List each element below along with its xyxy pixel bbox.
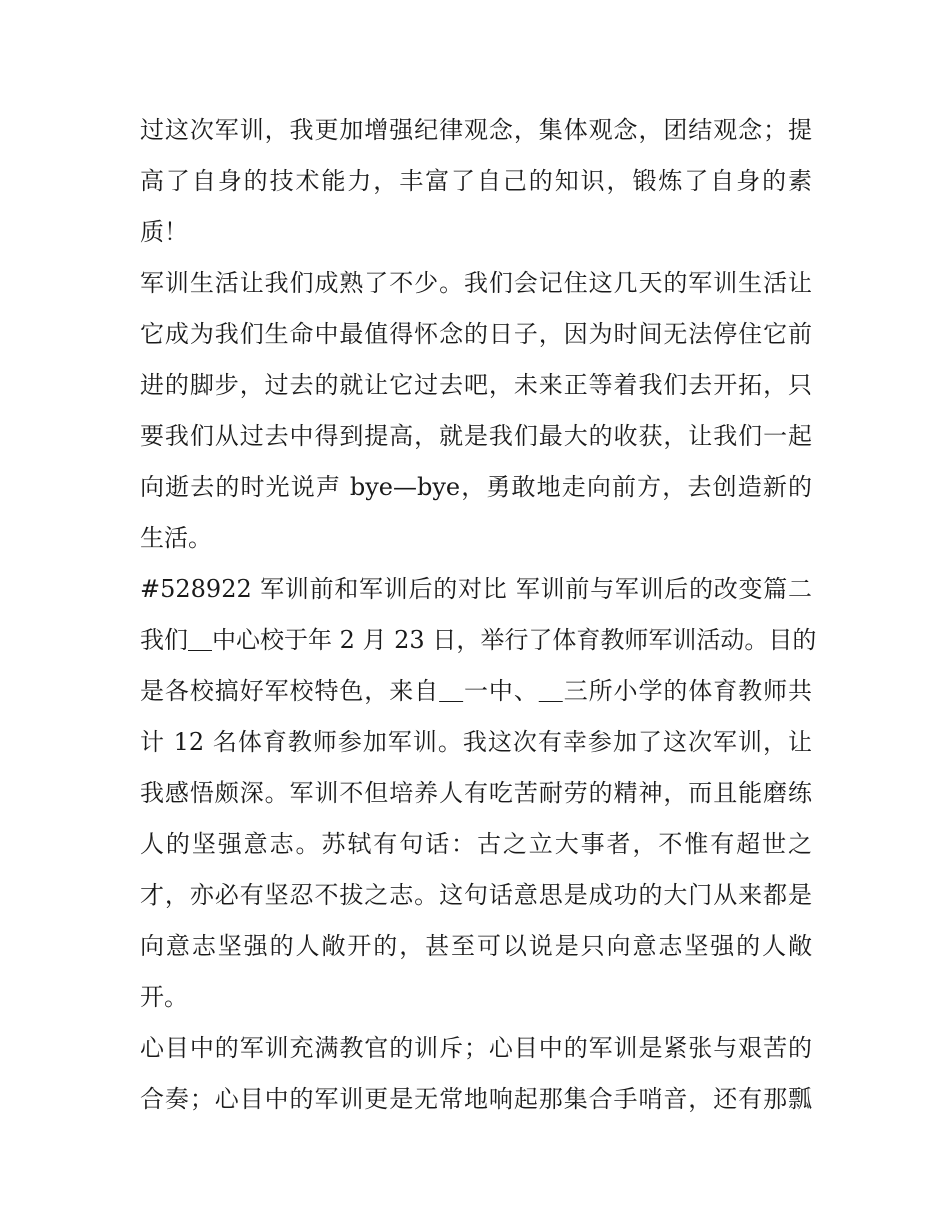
text-line: 它成为我们生命中最值得怀念的日子，因为时间无法停住它前 xyxy=(140,320,812,348)
document-body xyxy=(140,105,817,1125)
text-line: 生活。 xyxy=(140,524,212,552)
text-line: 过这次军训，我更加增强纪律观念，集体观念，团结观念；提 xyxy=(140,116,812,144)
text-line: 心目中的军训充满教官的训斥；心目中的军训是紧张与艰苦的 xyxy=(140,1034,812,1062)
text-line: 开。 xyxy=(140,983,188,1011)
text-line: 向逝去的时光说声 bye—bye，勇敢地走向前方，去创造新的 xyxy=(140,473,812,501)
text-line: 计 12 名体育教师参加军训。我这次有幸参加了这次军训，让 xyxy=(140,728,812,756)
section-heading-line: #528922 军训前和军训后的对比 军训前与军训后的改变篇二 xyxy=(140,575,812,603)
text-line: 我感悟颇深。军训不但培养人有吃苦耐劳的精神，而且能磨练 xyxy=(140,779,812,807)
text-line: 合奏；心目中的军训更是无常地响起那集合手哨音，还有那瓢 xyxy=(140,1085,812,1113)
text-line: 向意志坚强的人敞开的，甚至可以说是只向意志坚强的人敞 xyxy=(140,932,812,960)
text-line: 高了自身的技术能力，丰富了自己的知识，锻炼了自身的素 xyxy=(140,167,812,195)
text-line: 人的坚强意志。苏轼有句话：古之立大事者，不惟有超世之 xyxy=(140,830,812,858)
text-line: 质！ xyxy=(140,218,188,246)
text-line: 军训生活让我们成熟了不少。我们会记住这几天的军训生活让 xyxy=(140,269,812,297)
text-line: 才，亦必有坚忍不拔之志。这句话意思是成功的大门从来都是 xyxy=(140,881,812,909)
text-line: 我们＿中心校于年 2 月 23 日，举行了体育教师军训活动。目的 xyxy=(140,626,817,654)
text-line: 进的脚步，过去的就让它过去吧，未来正等着我们去开拓，只 xyxy=(140,371,812,399)
text-line: 要我们从过去中得到提高，就是我们最大的收获，让我们一起 xyxy=(140,422,812,450)
text-line: 是各校搞好军校特色，来自＿一中、＿三所小学的体育教师共 xyxy=(140,677,812,705)
